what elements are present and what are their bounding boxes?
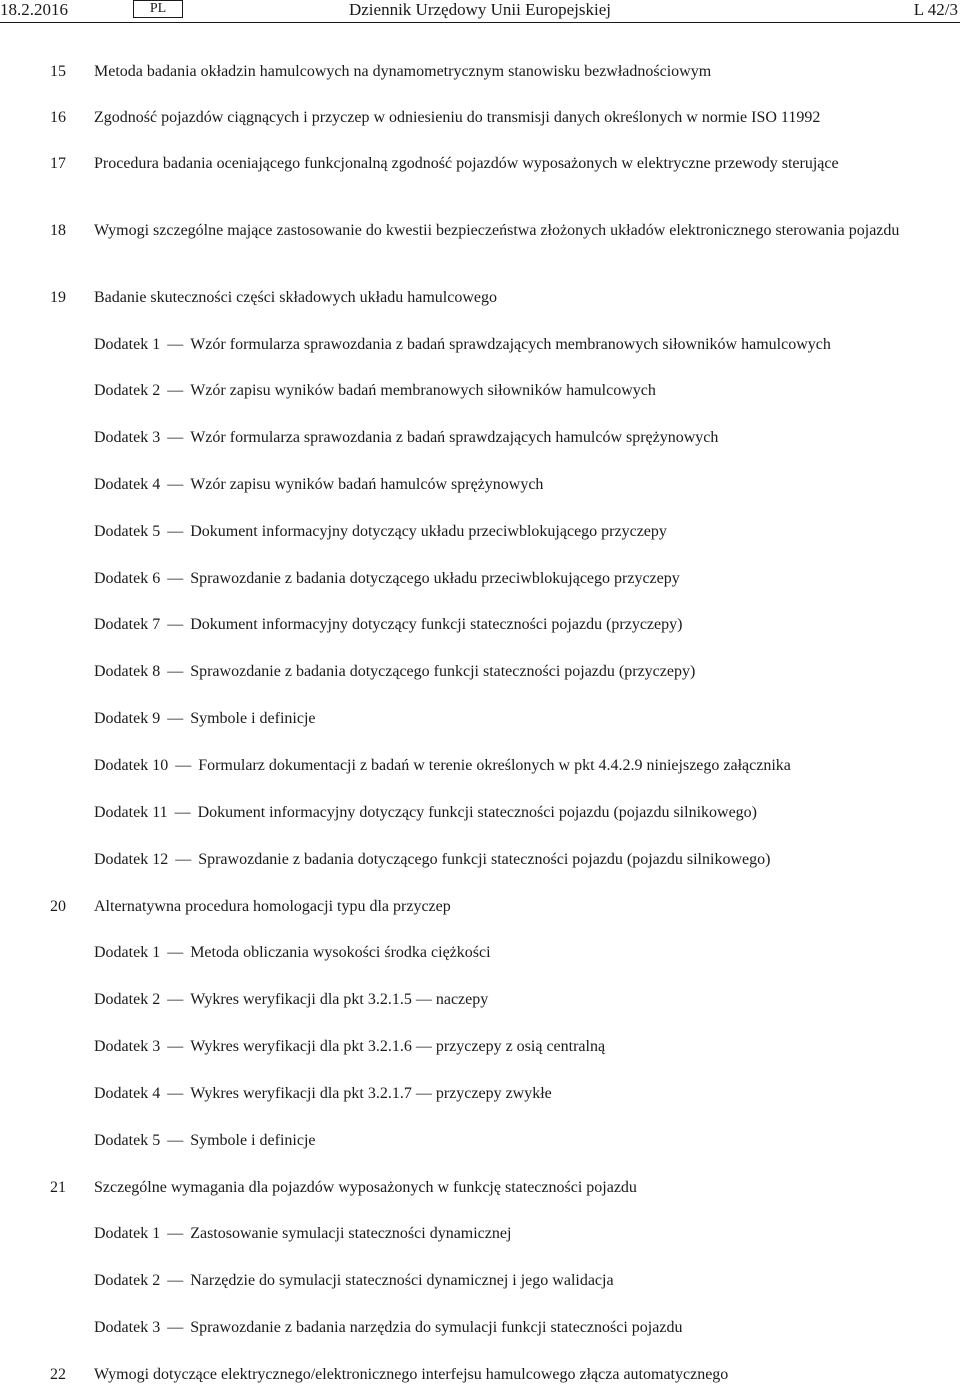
appendix-label: Dodatek 1 xyxy=(94,944,161,961)
item-title: Zgodność pojazdów ciągnących i przyczep w odniesieniu do transmisji danych określonych w normie ISO 11992 xyxy=(94,109,821,126)
dash-separator: — xyxy=(167,1038,184,1055)
appendix-label: Dodatek 12 xyxy=(94,851,169,868)
appendix-item xyxy=(94,1317,682,1339)
appendix-text: Narzędzie do symulacji stateczności dynamicznej i jego walidacja xyxy=(190,1272,614,1289)
dash-separator: — xyxy=(175,851,192,868)
appendix-label: Dodatek 9 xyxy=(94,710,161,727)
appendix-item xyxy=(94,614,682,636)
appendix-text: Symbole i definicje xyxy=(190,710,316,727)
dash-separator: — xyxy=(167,429,184,446)
item-title: Szczególne wymagania dla pojazdów wyposażonych w funkcję stateczności pojazdu xyxy=(94,1179,637,1196)
appendix-label: Dodatek 4 xyxy=(94,476,161,493)
dash-separator: — xyxy=(167,944,184,961)
item-number: 17 xyxy=(50,155,66,172)
appendix-text: Sprawozdanie z badania dotyczącego funkcji stateczności pojazdu (przyczepy) xyxy=(190,663,696,680)
appendix-item xyxy=(94,568,680,590)
item-title: Badanie skuteczności części składowych układu hamulcowego xyxy=(94,289,497,306)
appendix-label: Dodatek 2 xyxy=(94,382,161,399)
appendix-text: Wykres weryfikacji dla pkt 3.2.1.7 — przyczepy zwykłe xyxy=(190,1085,552,1102)
appendix-text: Symbole i definicje xyxy=(190,1132,316,1149)
appendix-item xyxy=(94,755,791,777)
item-title: Metoda badania okładzin hamulcowych na dynamometrycznym stanowisku bezwładnościowym xyxy=(94,63,712,80)
dash-separator: — xyxy=(167,523,184,540)
appendix-text: Wzór formularza sprawozdania z badań sprawdzających membranowych siłowników hamulcowych xyxy=(190,336,831,353)
dash-separator: — xyxy=(167,663,184,680)
appendix-item xyxy=(94,661,695,683)
appendix-text: Sprawozdanie z badania narzędzia do symulacji funkcji stateczności pojazdu xyxy=(190,1319,683,1336)
appendix-label: Dodatek 3 xyxy=(94,1038,161,1055)
appendix-label: Dodatek 1 xyxy=(94,1225,161,1242)
item-title: Alternatywna procedura homologacji typu dla przyczep xyxy=(94,898,451,915)
journal-title: Dziennik Urzędowy Unii Europejskiej xyxy=(348,0,611,19)
appendix-text: Dokument informacyjny dotyczący funkcji stateczności pojazdu (przyczepy) xyxy=(190,616,683,633)
appendix-text: Formularz dokumentacji z badań w terenie określonych w pkt 4.4.2.9 niniejszego załącznika xyxy=(198,757,791,774)
appendix-label: Dodatek 6 xyxy=(94,570,161,587)
appendix-item xyxy=(94,1270,614,1292)
appendix-text: Metoda obliczania wysokości środka ciężkości xyxy=(190,944,491,961)
appendix-text: Wykres weryfikacji dla pkt 3.2.1.5 — naczepy xyxy=(190,991,489,1008)
appendix-item xyxy=(94,474,543,496)
appendix-text: Wykres weryfikacji dla pkt 3.2.1.6 — przyczepy z osią centralną xyxy=(190,1038,606,1055)
dash-separator: — xyxy=(167,1085,184,1102)
appendix-label: Dodatek 5 xyxy=(94,1132,161,1149)
appendix-text: Wzór formularza sprawozdania z badań sprawdzających hamulców sprężynowych xyxy=(190,429,719,446)
appendix-label: Dodatek 4 xyxy=(94,1085,161,1102)
appendix-text: Dokument informacyjny dotyczący funkcji stateczności pojazdu (pojazdu silnikowego) xyxy=(197,804,757,821)
appendix-text: Dokument informacyjny dotyczący układu przeciwblokującego przyczepy xyxy=(190,523,667,540)
appendix-item xyxy=(94,942,491,964)
appendix-text: Zastosowanie symulacji stateczności dynamicznej xyxy=(190,1225,512,1242)
dash-separator: — xyxy=(167,1225,184,1242)
appendix-text: Sprawozdanie z badania dotyczącego układu przeciwblokującego przyczepy xyxy=(190,570,680,587)
dash-separator: — xyxy=(167,476,184,493)
appendix-text: Wzór zapisu wyników badań membranowych siłowników hamulcowych xyxy=(190,382,656,399)
dash-separator: — xyxy=(167,1272,184,1289)
dash-separator: — xyxy=(174,804,191,821)
dash-separator: — xyxy=(167,710,184,727)
appendix-item xyxy=(94,708,316,730)
appendix-label: Dodatek 3 xyxy=(94,429,161,446)
appendix-item xyxy=(94,849,770,871)
item-number: 16 xyxy=(50,109,66,126)
item-number: 18 xyxy=(50,222,66,239)
appendix-label: Dodatek 8 xyxy=(94,663,161,680)
appendix-label: Dodatek 2 xyxy=(94,1272,161,1289)
language-badge: PL xyxy=(133,0,183,18)
appendix-item xyxy=(94,521,667,543)
dash-separator: — xyxy=(167,1132,184,1149)
appendix-text: Sprawozdanie z badania dotyczącego funkcji stateczności pojazdu (pojazdu silnikowego) xyxy=(198,851,771,868)
appendix-item xyxy=(94,802,757,824)
item-number: 22 xyxy=(50,1366,66,1383)
appendix-item xyxy=(94,1130,316,1152)
appendix-item xyxy=(94,1036,605,1058)
page-header xyxy=(0,0,960,23)
appendix-item xyxy=(94,989,488,1011)
dash-separator: — xyxy=(167,336,184,353)
page-reference: L 42/3 xyxy=(913,0,958,19)
appendix-label: Dodatek 1 xyxy=(94,336,161,353)
publication-date: 18.2.2016 xyxy=(0,0,68,19)
dash-separator: — xyxy=(167,382,184,399)
appendix-item xyxy=(94,1223,511,1245)
item-number: 21 xyxy=(50,1179,66,1196)
appendix-item xyxy=(94,334,831,356)
dash-separator: — xyxy=(167,991,184,1008)
appendix-text: Wzór zapisu wyników badań hamulców sprężynowych xyxy=(190,476,544,493)
appendix-label: Dodatek 5 xyxy=(94,523,161,540)
appendix-item xyxy=(94,380,656,402)
dash-separator: — xyxy=(167,616,184,633)
appendix-label: Dodatek 7 xyxy=(94,616,161,633)
item-title: Procedura badania oceniającego funkcjonalną zgodność pojazdów wyposażonych w elektryczne przewody sterujące xyxy=(94,155,839,172)
dash-separator: — xyxy=(175,757,192,774)
dash-separator: — xyxy=(167,1319,184,1336)
item-title: Wymogi szczególne mające zastosowanie do kwestii bezpieczeństwa złożonych układów elektronicznego sterowania pojazdu xyxy=(94,222,900,239)
dash-separator: — xyxy=(167,570,184,587)
item-number: 19 xyxy=(50,289,66,306)
appendix-label: Dodatek 11 xyxy=(94,804,168,821)
appendix-label: Dodatek 10 xyxy=(94,757,169,774)
appendix-item xyxy=(94,1083,552,1105)
appendix-label: Dodatek 2 xyxy=(94,991,161,1008)
item-number: 20 xyxy=(50,898,66,915)
appendix-item xyxy=(94,427,718,449)
appendix-label: Dodatek 3 xyxy=(94,1319,161,1336)
item-title: Wymogi dotyczące elektrycznego/elektronicznego interfejsu hamulcowego złącza automatycznego xyxy=(94,1366,729,1383)
item-number: 15 xyxy=(50,63,66,80)
